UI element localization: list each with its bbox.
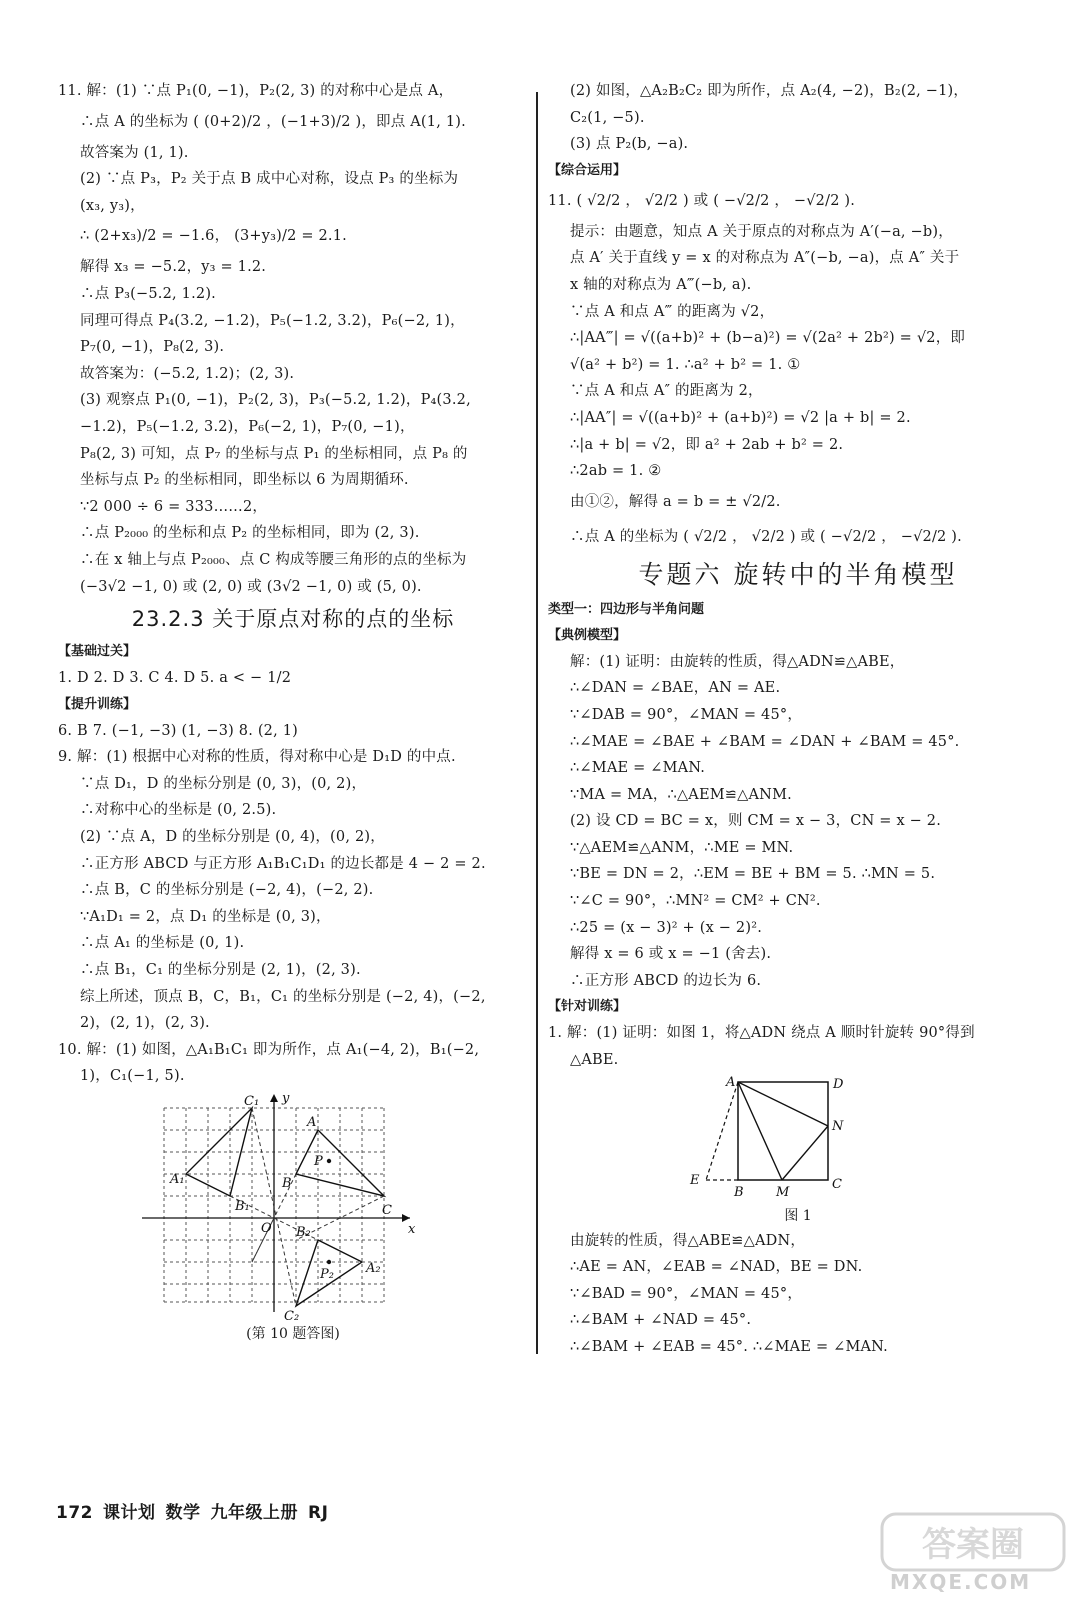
figure-caption: 图 1 bbox=[784, 1207, 812, 1224]
text-line: ∴点 B₁，C₁ 的坐标分别是 (2, 1)，(2, 3). bbox=[80, 962, 361, 979]
text-line: ∴对称中心的坐标是 (0, 2.5). bbox=[80, 802, 277, 819]
text-line: ∴点 P₂₀₀₀ 的坐标和点 P₂ 的坐标相同，即为 (2, 3). bbox=[80, 525, 420, 542]
text-line: 解得 x = 6 或 x = −1 (舍去). bbox=[570, 946, 772, 963]
text-line: 故答案为 (1, 1). bbox=[80, 144, 189, 161]
text-line: ∴∠BAM + ∠NAD = 45°. bbox=[570, 1312, 752, 1329]
section-tag: 【基础过关】 bbox=[58, 644, 137, 660]
text-line: ∵∠BAD = 90°，∠MAN = 45°， bbox=[570, 1285, 803, 1302]
text-line: ∵MA = MA，∴△AEM≌△ANM. bbox=[570, 786, 792, 803]
text-line: (2) 如图，△A₂B₂C₂ 即为所作，点 A₂(4, −2)，B₂(2, −1)， bbox=[570, 83, 969, 99]
page-number: 172 bbox=[56, 1503, 93, 1523]
left-column bbox=[58, 78, 528, 1346]
label-B: B bbox=[282, 1176, 292, 1191]
figure-caption: (第 10 题答图) bbox=[246, 1326, 340, 1342]
text-line: C₂(1, −5). bbox=[570, 109, 645, 126]
text-line: −1.2)，P₅(−1.2, 3.2)，P₆(−2, 1)，P₇(0, −1)， bbox=[80, 418, 415, 435]
text-line: ∴点 B，C 的坐标分别是 (−2, 4)，(−2, 2). bbox=[80, 882, 374, 899]
text-line: ∴正方形 ABCD 的边长为 6. bbox=[570, 972, 762, 989]
text-line: 提示：由题意，知点 A 关于原点的对称点为 A′(−a, −b)， bbox=[570, 223, 953, 240]
text-line: ∵点 A 和点 A″ 的距离为 2， bbox=[570, 383, 763, 400]
text-line: ∴AE = AN，∠EAB = ∠NAD，BE = DN. bbox=[570, 1259, 863, 1276]
label-C: C bbox=[832, 1176, 842, 1192]
text-line: 解得 x₃ = −5.2，y₃ = 1.2. bbox=[80, 259, 267, 276]
text-line: (−3√2 −1, 0) 或 (2, 0) 或 (3√2 −1, 0) 或 (5, 0). bbox=[80, 578, 422, 595]
label-E: E bbox=[690, 1172, 700, 1188]
text-line: (2) ∵点 A，D 的坐标分别是 (0, 4)，(0, 2)， bbox=[80, 829, 385, 846]
text-line: √(a² + b²) = 1. ∴a² + b² = 1. ① bbox=[570, 356, 801, 373]
label-A: A bbox=[726, 1074, 736, 1090]
text-line: 点 A′ 关于直线 y = x 的对称点为 A″(−b, −a)，点 A″ 关于 bbox=[570, 250, 960, 267]
text-line: P₇(0, −1)，P₈(2, 3). bbox=[80, 339, 225, 356]
type-tag: 类型一：四边形与半角问题 bbox=[548, 601, 705, 617]
text-line: 2)，(2, 1)，(2, 3). bbox=[80, 1015, 210, 1032]
label-x: x bbox=[408, 1222, 416, 1237]
section-title: 23.2.3 关于原点对称的点的坐标 bbox=[131, 607, 455, 632]
text-line: ∵BE = DN = 2，∴EM = BE + BM = 5. ∴MN = 5. bbox=[570, 866, 936, 883]
text-line: 11. ( √2/2 ， √2/2 ) 或 ( −√2/2 ， −√2/2 ). bbox=[548, 192, 856, 209]
label-D: D bbox=[833, 1076, 844, 1092]
label-B: B bbox=[734, 1184, 744, 1200]
text-line: ∵∠C = 90°，∴MN² = CM² + CN². bbox=[570, 893, 821, 910]
label-P: P bbox=[314, 1154, 323, 1169]
label-M: M bbox=[776, 1184, 790, 1200]
text-line: ∴点 A 的坐标为 ( (0+2)/2 ，(−1+3)/2 )，即点 A(1, 1). bbox=[80, 113, 466, 130]
text-line: (x₃, y₃)， bbox=[80, 197, 145, 214]
text-line: 解：(1) 证明：由旋转的性质，得△ADN≌△ABE， bbox=[570, 653, 905, 670]
text-line: ∴ (2+x₃)/2 = −1.6， (3+y₃)/2 = 2.1. bbox=[80, 228, 347, 245]
text-line: 综上所述，顶点 B，C，B₁，C₁ 的坐标分别是 (−2, 4)，(−2, bbox=[80, 988, 486, 1005]
text-line: ∴∠BAM + ∠EAB = 45°. ∴∠MAE = ∠MAN. bbox=[570, 1339, 888, 1355]
text-line: (2) ∵点 P₃，P₂ 关于点 B 成中心对称，设点 P₃ 的坐标为 bbox=[80, 171, 459, 188]
watermark-text: 答案圈 bbox=[922, 1525, 1024, 1565]
text-line: 由旋转的性质，得△ABE≌△ADN， bbox=[570, 1232, 806, 1249]
text-line: 11. 解：(1) ∵点 P₁(0, −1)，P₂(2, 3) 的对称中心是点 A， bbox=[58, 83, 454, 99]
text-line: ∴25 = (x − 3)² + (x − 2)². bbox=[570, 919, 763, 936]
text-line: ∴2ab = 1. ② bbox=[570, 463, 662, 480]
section-tag: 【提升训练】 bbox=[58, 696, 137, 712]
text-line: ∵点 A 和点 A‴ 的距离为 √2， bbox=[570, 303, 775, 320]
text-line: ∴在 x 轴上与点 P₂₀₀₀、点 C 构成等腰三角形的点的坐标为 bbox=[80, 551, 467, 568]
text-line: △ABE. bbox=[570, 1052, 619, 1069]
right-column bbox=[548, 78, 1048, 1361]
watermark-site: MXQE.COM bbox=[890, 1570, 1032, 1594]
text-line: ∵∠DAB = 90°，∠MAN = 45°， bbox=[570, 706, 803, 723]
book-name: 课计划 bbox=[103, 1503, 156, 1523]
text-line: ∵△AEM≌△ANM，∴ME = MN. bbox=[570, 839, 794, 856]
text-line: ∵A₁D₁ = 2，点 D₁ 的坐标是 (0, 3)， bbox=[80, 908, 331, 925]
text-line: 故答案为：(−5.2, 1.2)；(2, 3). bbox=[80, 365, 295, 382]
text-line: (2) 设 CD = BC = x，则 CM = x − 3，CN = x − 2. bbox=[570, 813, 942, 830]
label-B2: B₂ bbox=[296, 1225, 311, 1240]
label-O: O bbox=[261, 1221, 272, 1236]
text-line: 由①②，解得 a = b = ± √2/2. bbox=[570, 493, 781, 510]
text-line: ∴|AA″| = √((a+b)² + (a+b)²) = √2 |a + b| = 2. bbox=[570, 409, 911, 426]
text-line: 同理可得点 P₄(3.2, −1.2)，P₅(−1.2, 3.2)，P₆(−2, 1)， bbox=[80, 312, 465, 329]
text-line: ∴正方形 ABCD 与正方形 A₁B₁C₁D₁ 的边长都是 4 − 2 = 2. bbox=[80, 855, 486, 872]
page-footer bbox=[56, 1498, 338, 1523]
text-line: x 轴的对称点为 A‴(−b, a). bbox=[570, 276, 752, 293]
edition: RJ bbox=[308, 1503, 329, 1523]
label-y: y bbox=[282, 1091, 290, 1106]
column-divider bbox=[536, 92, 538, 1354]
text-line: 9. 解：(1) 根据中心对称的性质，得对称中心是 D₁D 的中点. bbox=[58, 749, 456, 766]
text-line: ∴点 A 的坐标为 ( √2/2 ， √2/2 ) 或 ( −√2/2 ， −√2/2 ). bbox=[570, 528, 962, 545]
grade: 九年级上册 bbox=[210, 1503, 298, 1523]
label-C2: C₂ bbox=[284, 1309, 300, 1322]
answer-line: 1. D 2. D 3. C 4. D 5. a < − 1/2 bbox=[58, 670, 292, 687]
section-title: 专题六 旋转中的半角模型 bbox=[638, 559, 958, 589]
text-line: ∴∠DAN = ∠BAE，AN = AE. bbox=[570, 680, 781, 697]
text-line: P₈(2, 3) 可知，点 P₇ 的坐标与点 P₁ 的坐标相同，点 P₈ 的 bbox=[80, 445, 468, 462]
coordinate-grid-figure bbox=[58, 1090, 528, 1322]
section-tag: 【典例模型】 bbox=[548, 627, 627, 643]
text-line: (3) 点 P₂(b, −a). bbox=[570, 136, 689, 153]
label-P2: P₂ bbox=[320, 1267, 334, 1282]
label-A1: A₁ bbox=[170, 1172, 185, 1187]
label-B1: B₁ bbox=[235, 1199, 250, 1214]
subject: 数学 bbox=[165, 1503, 201, 1523]
label-A2: A₂ bbox=[366, 1261, 381, 1276]
text-line: ∴∠MAE = ∠MAN. bbox=[570, 760, 706, 777]
text-line: ∵点 D₁，D 的坐标分别是 (0, 3)，(0, 2)， bbox=[80, 775, 367, 792]
text-line: ∴点 A₁ 的坐标是 (0, 1). bbox=[80, 935, 245, 952]
text-line: ∴|AA‴| = √((a+b)² + (b−a)²) = √(2a² + 2b²) = √2，即 bbox=[570, 330, 966, 347]
text-line: 坐标与点 P₂ 的坐标相同，即坐标以 6 为周期循环. bbox=[80, 472, 409, 489]
text-line: 1)，C₁(−1, 5). bbox=[80, 1068, 185, 1085]
label-A: A bbox=[307, 1115, 317, 1130]
text-line: (3) 观察点 P₁(0, −1)，P₂(2, 3)，P₃(−5.2, 1.2)，P₄(3.2, bbox=[80, 392, 471, 409]
text-line: 1. 解：(1) 证明：如图 1，将△ADN 绕点 A 顺时针旋转 90°得到 bbox=[548, 1025, 975, 1042]
square-rotation-figure bbox=[548, 1074, 1048, 1204]
text-line: ∴∠MAE = ∠BAE + ∠BAM = ∠DAN + ∠BAM = 45°. bbox=[570, 733, 960, 750]
label-N: N bbox=[832, 1118, 844, 1134]
label-C1: C₁ bbox=[244, 1094, 260, 1109]
text-line: ∴点 P₃(−5.2, 1.2). bbox=[80, 285, 216, 302]
text-line: ∴|a + b| = √2，即 a² + 2ab + b² = 2. bbox=[570, 436, 844, 453]
section-tag: 【针对训练】 bbox=[548, 999, 627, 1015]
text-line: 6. B 7. (−1, −3) (1, −3) 8. (2, 1) bbox=[58, 722, 299, 739]
text-line: 10. 解：(1) 如图，△A₁B₁C₁ 即为所作，点 A₁(−4, 2)，B₁(−2, bbox=[58, 1041, 480, 1058]
section-tag: 【综合运用】 bbox=[548, 162, 627, 178]
label-C: C bbox=[382, 1203, 392, 1218]
text-line: ∵2 000 ÷ 6 = 333……2， bbox=[80, 498, 268, 515]
